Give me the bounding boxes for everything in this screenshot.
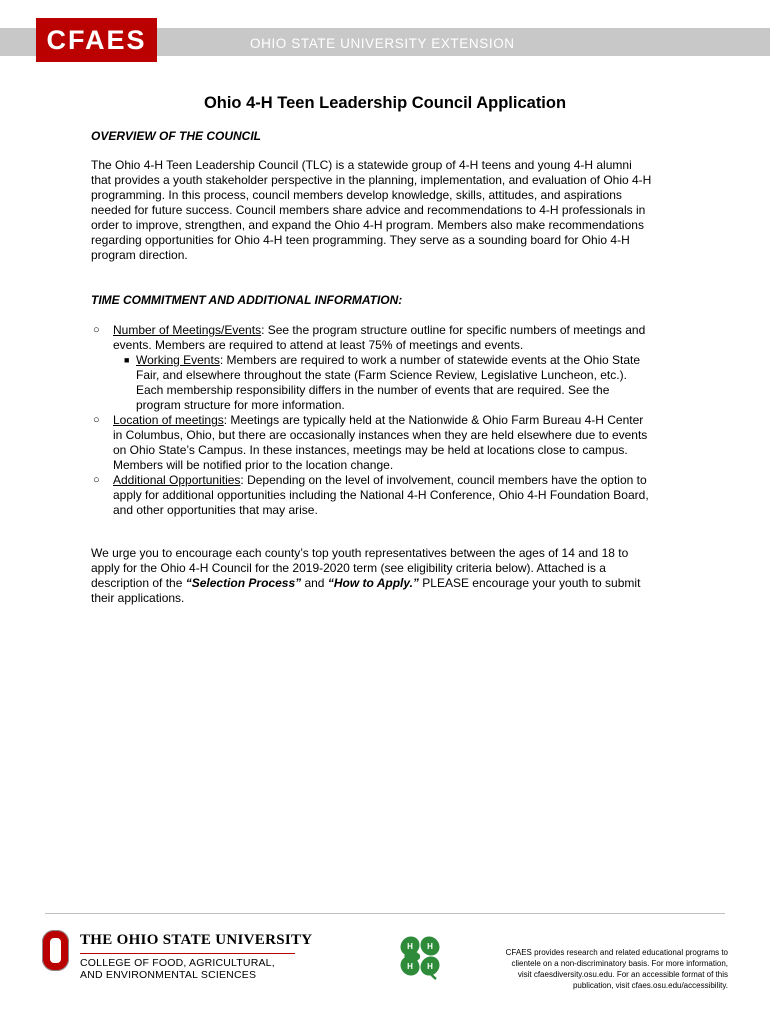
text-line: regarding opportunities for Ohio 4-H teen programming. They serve as a sounding board for Ohio 4-H xyxy=(91,233,630,247)
university-name: THE OHIO STATE UNIVERSITY xyxy=(80,932,313,948)
sub-item-text: program structure for more information. xyxy=(136,398,345,412)
notice-line: visit cfaesdiversity.osu.edu. For an accessible format of this xyxy=(517,970,728,979)
item-text: : See the program structure outline for specific numbers of meetings and xyxy=(261,323,646,337)
item-label: Location of meetings xyxy=(113,413,224,427)
square-bullet-icon: ■ xyxy=(124,355,130,365)
page-title: Ohio 4-H Teen Leadership Council Application xyxy=(203,94,567,112)
text-line: programming. In this process, council members develop knowledge, skills, attitudes, and aspirations xyxy=(91,188,622,202)
notice-line: clientele on a non-discriminatory basis. For more information, xyxy=(511,959,728,968)
text-run: and xyxy=(301,576,328,590)
circle-bullet-icon: ○ xyxy=(93,474,100,486)
item-text: events. Members are required to attend at least 75% of meetings and events. xyxy=(113,338,524,352)
text-line xyxy=(91,576,691,591)
notice-line: CFAES provides research and related educational programs to xyxy=(505,948,728,957)
circle-bullet-icon: ○ xyxy=(93,414,100,426)
text-line: apply for the Ohio 4-H Council for the 2019-2020 term (see eligibility criteria below). Attached is a xyxy=(91,561,606,575)
sub-item-label: Working Events xyxy=(136,353,220,367)
sub-list-item xyxy=(91,353,691,413)
clover-letter: H xyxy=(427,942,433,951)
item-label: Additional Opportunities xyxy=(113,473,241,487)
item-text: apply for additional opportunities including the National 4-H Conference, Ohio 4-H Foundation Board, xyxy=(113,488,649,502)
list-item xyxy=(91,413,691,473)
text-line: We urge you to encourage each county’s top youth representatives between the ages of 14 and 18 to xyxy=(91,546,629,560)
sub-item-text: Each membership responsibility differs in the number of events that are required. See the xyxy=(136,383,610,397)
how-to-apply-emphasis: “How to Apply.” xyxy=(327,576,419,590)
logo-text: CFAES xyxy=(46,25,147,55)
selection-process-emphasis: “Selection Process” xyxy=(185,576,302,590)
sub-item-text: Fair, and elsewhere throughout the state (Farm Science Review, Legislative Luncheon, etc.). xyxy=(136,368,627,382)
text-line: order to improve, strengthen, and expand the Ohio 4-H program. Members also make recommendations xyxy=(91,218,644,232)
text-run: description of the xyxy=(91,576,186,590)
cfaes-logo xyxy=(36,18,157,62)
college-name xyxy=(80,957,275,981)
university-divider xyxy=(80,953,295,954)
overview-heading: OVERVIEW OF THE COUNCIL xyxy=(91,129,262,143)
four-h-clover-icon xyxy=(396,932,444,980)
item-text: : Meetings are typically held at the Nationwide & Ohio Farm Bureau 4-H Center xyxy=(223,413,644,427)
time-commitment-list xyxy=(91,323,691,518)
text-line: their applications. xyxy=(91,591,185,605)
item-text: in Columbus, Ohio, but there are occasionally instances when they are held elsewhere due to events xyxy=(113,428,648,442)
non-discrimination-notice xyxy=(462,947,728,991)
footer-divider xyxy=(45,913,725,914)
college-line: AND ENVIRONMENTAL SCIENCES xyxy=(80,969,257,981)
text-line: program direction. xyxy=(91,248,188,262)
clover-letter: H xyxy=(407,962,413,971)
item-text: Members will be notified prior to the location change. xyxy=(113,458,394,472)
text-run: PLEASE encourage your youth to submit xyxy=(418,576,641,590)
college-line: COLLEGE OF FOOD, AGRICULTURAL, xyxy=(80,957,275,969)
list-item xyxy=(91,473,691,518)
circle-bullet-icon: ○ xyxy=(93,324,100,336)
time-commitment-heading: TIME COMMITMENT AND ADDITIONAL INFORMATION: xyxy=(91,293,403,307)
sub-item-text: : Members are required to work a number of statewide events at the Ohio State xyxy=(219,353,641,367)
block-o-logo-icon xyxy=(42,930,69,971)
notice-line: publication, visit cfaes.osu.edu/accessibility. xyxy=(572,981,728,990)
item-text: : Depending on the level of involvement, council members have the option to xyxy=(240,473,647,487)
clover-letter: H xyxy=(427,962,433,971)
item-label: Number of Meetings/Events xyxy=(113,323,262,337)
text-line: that provides a youth stakeholder perspective in the planning, implementation, and evaluation of Ohio 4-H xyxy=(91,173,652,187)
item-text: and other opportunities that may arise. xyxy=(113,503,318,517)
item-text: on Ohio State’s Campus. In these instances, meetings may be held at locations close to campus. xyxy=(113,443,628,457)
closing-paragraph xyxy=(91,546,691,606)
list-item xyxy=(91,323,691,353)
text-line: The Ohio 4-H Teen Leadership Council (TLC) is a statewide group of 4-H teens and young 4-H alumni xyxy=(91,158,632,172)
text-line: needed for future success. Council members share advice and recommendations to 4-H professionals in xyxy=(91,203,646,217)
clover-letter: H xyxy=(407,942,413,951)
overview-paragraph xyxy=(91,158,691,263)
banner-text: OHIO STATE UNIVERSITY EXTENSION xyxy=(250,36,515,51)
